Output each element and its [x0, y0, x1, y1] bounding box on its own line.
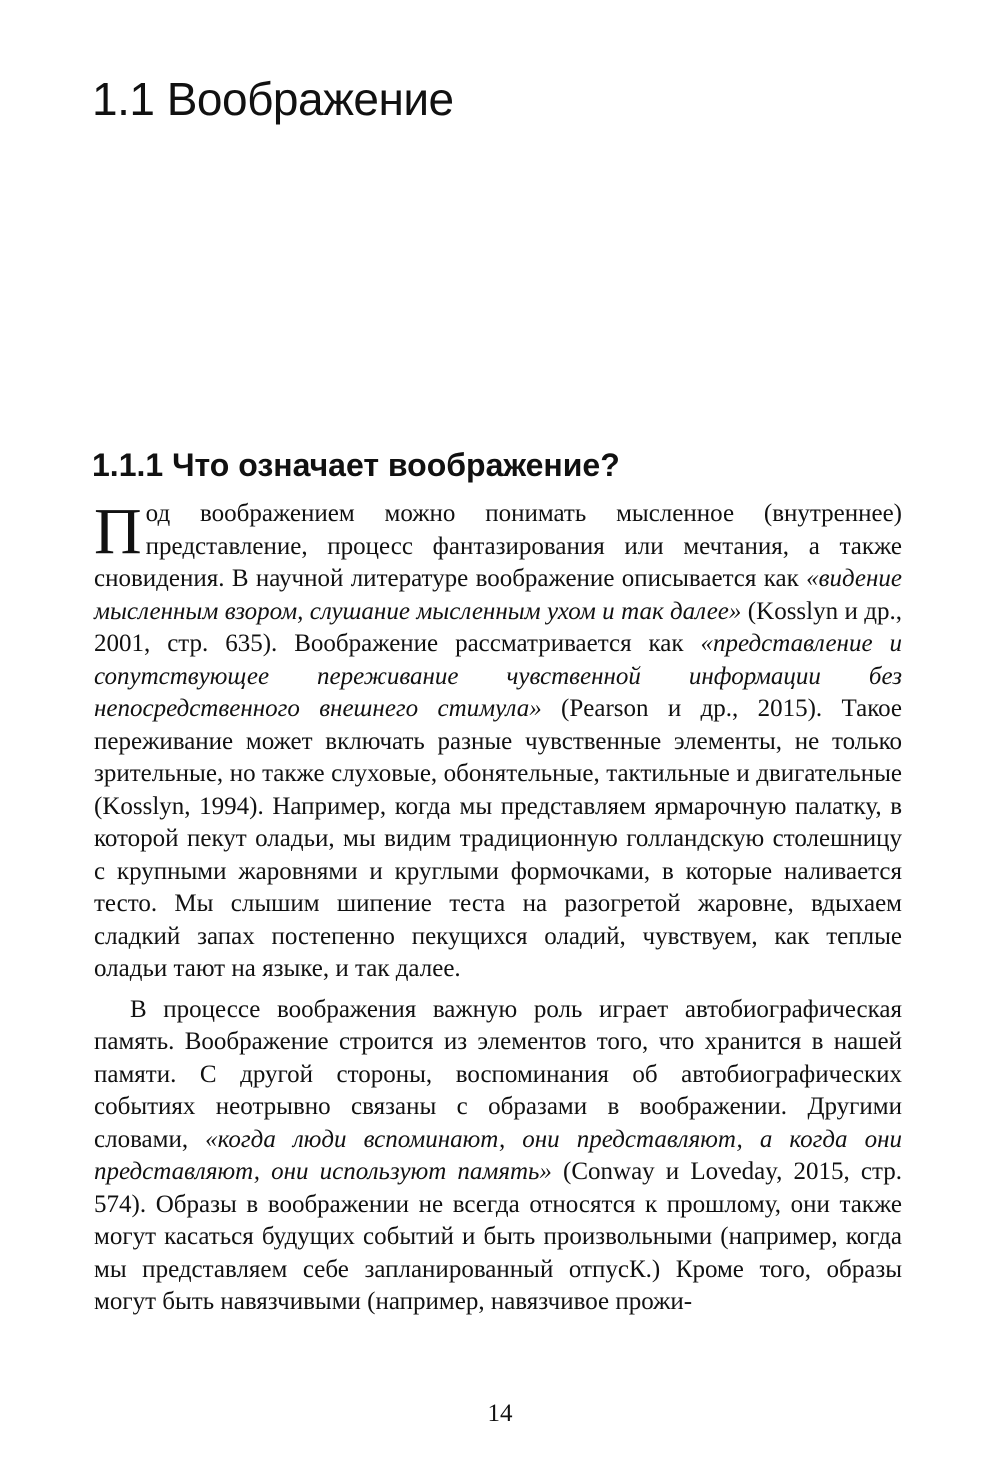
page-number: 14 [487, 1400, 513, 1427]
paragraph-2-text-1: В процессе воображения важную роль играет автобиографическая память. Воображение строится из элементов того, что хранится в нашей памяти. С другой стороны, воспоминания об автобиографических событиях неотрывно связаны с образами в воображении. Другими словами, [94, 995, 902, 1153]
drop-cap: П [94, 495, 142, 568]
section-title: 1.1.1 Что означает воображение? [92, 447, 620, 483]
paragraph-1 [94, 495, 903, 986]
chapter-title: 1.1 Воображение [92, 73, 454, 125]
body-text [94, 495, 903, 1319]
paragraph-1-text-1: од воображением можно понимать мысленное (внутреннее) представление, процесс фантазирования или мечтания, а также сновидения. В научной литературе воображение описывается как [94, 500, 902, 592]
paragraph-1-text-3: (Pearson и др., 2015). Такое переживание может включать разные чувственные элементы, не только зрительные, но также слуховые, обонятельные, тактильные и двигательные (Kosslyn, 1994). Например, когда мы представляем ярмарочную палатку, в которой пекут оладьи, мы видим традиционную голландскую столешницу с крупными жаровнями и круглыми формочками, в которые наливается тесто. Мы слышим шипение теста на разогретой жаровне, вдыхаем сладкий запах постепенно пекущихся оладий, чувствуем, как теплые оладьи тают на языке, и так далее. [94, 695, 903, 982]
paragraph-1-text-2: (Kosslyn и др., 2001, стр. 635). Воображение рассматривается как [94, 597, 902, 657]
paragraph-2 [94, 994, 902, 1319]
quote-3: «когда люди вспоминают, они представляют, а когда они представляют, они используют память» [94, 1125, 903, 1185]
quote-2: «представление и сопутствующее переживание чувственной информации без непосредственного внешнего стимула» [94, 630, 902, 722]
paragraph-2-text-2: (Conway и Loveday, 2015, стр. 574). Образы в воображении не всегда относятся к прошлому, они также могут касаться будущих событий и быть произвольными (например, когда мы представляем себе запланированный отпусК.) Кроме того, образы могут быть навязчивыми (например, навязчивое прожи- [94, 1158, 902, 1315]
quote-1: «видение мысленным взором, слушание мысленным ухом и так далее» [94, 565, 902, 625]
